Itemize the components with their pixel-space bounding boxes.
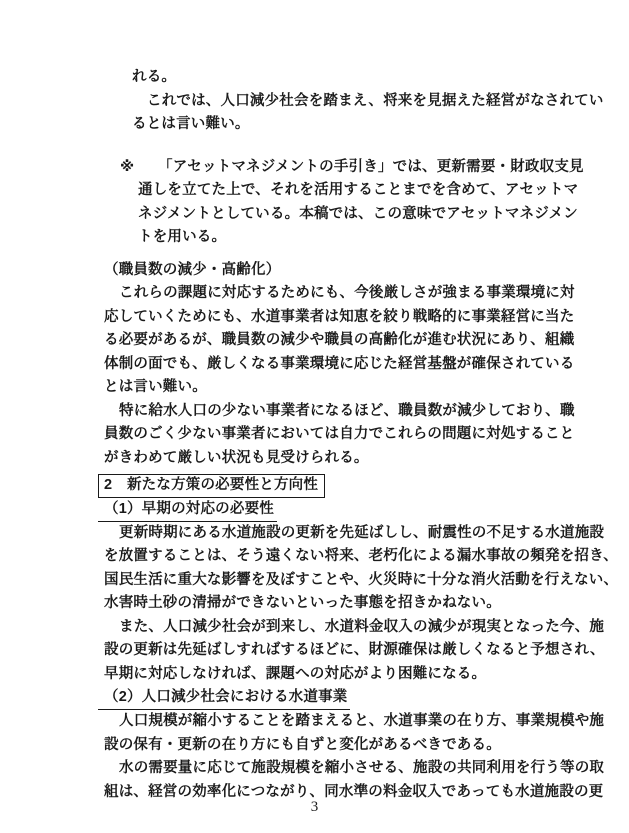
paragraph (104, 757, 605, 804)
text-line: 人口規模が縮小することを踏まえると、水道事業の在り方、事業規模や施 (119, 713, 605, 729)
text-line: また、人口減少社会が到来し、水道料金収入の減少が現実となった今、施 (119, 618, 605, 635)
text-line: トを用いる。 (138, 229, 227, 245)
section-heading-row (104, 474, 593, 498)
text-line: を放置することは、そう遠くない将来、老朽化による漏水事故の頻発を招き、 (104, 548, 618, 564)
text-line: 設の更新は先延ばしすればするほどに、財源確保は厳しくなると予想され、 (104, 642, 605, 658)
asterisk-note (120, 156, 593, 250)
text-line: とは言い難い。 (104, 379, 207, 395)
text-line: る必要があるが、職員数の減少や職員の高齢化が進む状況にあり、組織 (104, 332, 575, 348)
page-number: 3 (310, 799, 319, 815)
text-line: 早期に対応しなければ、課題への対応がより困難になる。 (104, 665, 487, 682)
note-marker: ※ (120, 158, 135, 175)
paragraph (104, 282, 593, 400)
text-line: これでは、人口減少社会を踏まえ、将来を見据えた経営がなされてい (147, 92, 604, 109)
paragraph (104, 616, 605, 687)
paragraph (104, 522, 619, 616)
text-line: れる。 (132, 69, 177, 85)
text-line: 更新時期にある水道施設の更新を先延ばしし、耐震性の不足する水道施設 (119, 524, 605, 541)
subsection-heading-underlined: （2）人口減少社会における水道事業 (98, 687, 350, 710)
text-line: 水の需要量に応じて施設規模を縮小させる、施設の共同利用を行う等の取 (119, 760, 605, 776)
paren-subheading: （職員数の減少・高齢化） (104, 261, 281, 278)
text-line: 応していくためにも、水道事業者は知恵を絞り戦略的に事業経営に当た (104, 308, 575, 325)
text-line: 員数のごく少ない事業者においては自力でこれらの問題に対処すること (104, 426, 575, 442)
text-line: 設の保有・更新の在り方にも自ずと変化があるべきである。 (104, 736, 501, 753)
note-text: 「アセットマネジメントの手引き」では、更新需要・財政収支見 (158, 158, 584, 175)
continuation-paragraph (132, 66, 604, 137)
subsection-heading-row (104, 498, 593, 522)
text-line: 通しを立てた上で、それを活用することまでを含めて、アセットマ (138, 182, 579, 198)
text-line: 国民生活に重大な影響を及ぼすことや、火災時に十分な消火活動を行えない、 (104, 571, 619, 588)
section-heading-boxed: 2 新たな方策の必要性と方向性 (98, 474, 325, 498)
text-line: 特に給水人口の少ない事業者になるほど、職員数が減少しており、職 (119, 402, 575, 419)
paragraph (104, 400, 593, 471)
subsection-heading-underlined: （1）早期の対応の必要性 (98, 499, 277, 522)
text-line: ネジメントとしている。本稿では、この意味でアセットマネジメン (138, 205, 578, 222)
subsection-heading-row (104, 686, 593, 710)
text-line: がきわめて厳しい状況も見受けられる。 (104, 449, 369, 466)
text-line: 組は、経営の効率化につながり、同水準の料金収入であっても水道施設の更 (104, 783, 604, 800)
text-line: るとは言い難い。 (132, 116, 250, 132)
text-line (120, 156, 593, 180)
text-line: 水害時土砂の清掃ができないといった事態を招きかねない。 (104, 595, 501, 611)
paragraph (104, 710, 605, 757)
text-line: これらの課題に対応するためにも、今後厳しさが強まる事業環境に対 (119, 285, 575, 301)
text-line: 体制の面でも、厳しくなる事業環境に応じた経営基盤が確保されている (104, 355, 575, 372)
